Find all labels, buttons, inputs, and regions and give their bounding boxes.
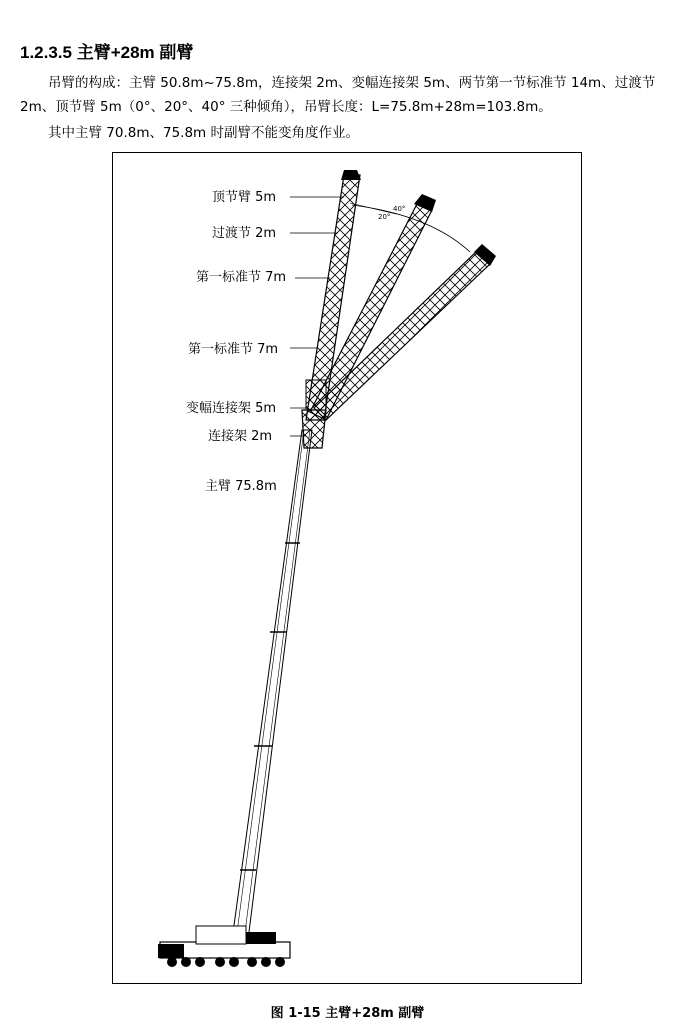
label-top-section: 顶节臂 5m xyxy=(212,190,277,205)
main-boom xyxy=(232,430,312,940)
label-main-boom: 主臂 75.8m xyxy=(205,479,277,494)
composition-paragraph: 吊臂的构成：主臂 50.8m~75.8m，连接架 2m、变幅连接架 5m、两节第一节标准节 14m、过渡节 2m、顶节臂 5m（0°、20°、40° 三种倾角），吊臂长度：L=75.8m+28m=103.8m。 xyxy=(20,75,656,115)
crane-truck xyxy=(158,926,290,967)
figure-caption: 图 1-15 主臂+28m 副臂 xyxy=(270,1006,425,1021)
label-standard-upper: 第一标准节 7m xyxy=(196,270,287,285)
label-luffing-frame: 变幅连接架 5m xyxy=(186,401,277,416)
label-transition: 过渡节 2m xyxy=(212,226,277,241)
restriction-paragraph: 其中主臂 70.8m、75.8m 时副臂不能变角度作业。 xyxy=(48,125,360,141)
label-connect-frame: 连接架 2m xyxy=(208,429,273,444)
section-heading: 1.2.3.5 主臂+28m 副臂 xyxy=(20,43,194,62)
label-standard-lower: 第一标准节 7m xyxy=(188,342,279,357)
angle-label-40: 40° xyxy=(393,205,406,213)
boom-connection xyxy=(302,380,326,448)
angle-label-20: 20° xyxy=(378,213,391,221)
